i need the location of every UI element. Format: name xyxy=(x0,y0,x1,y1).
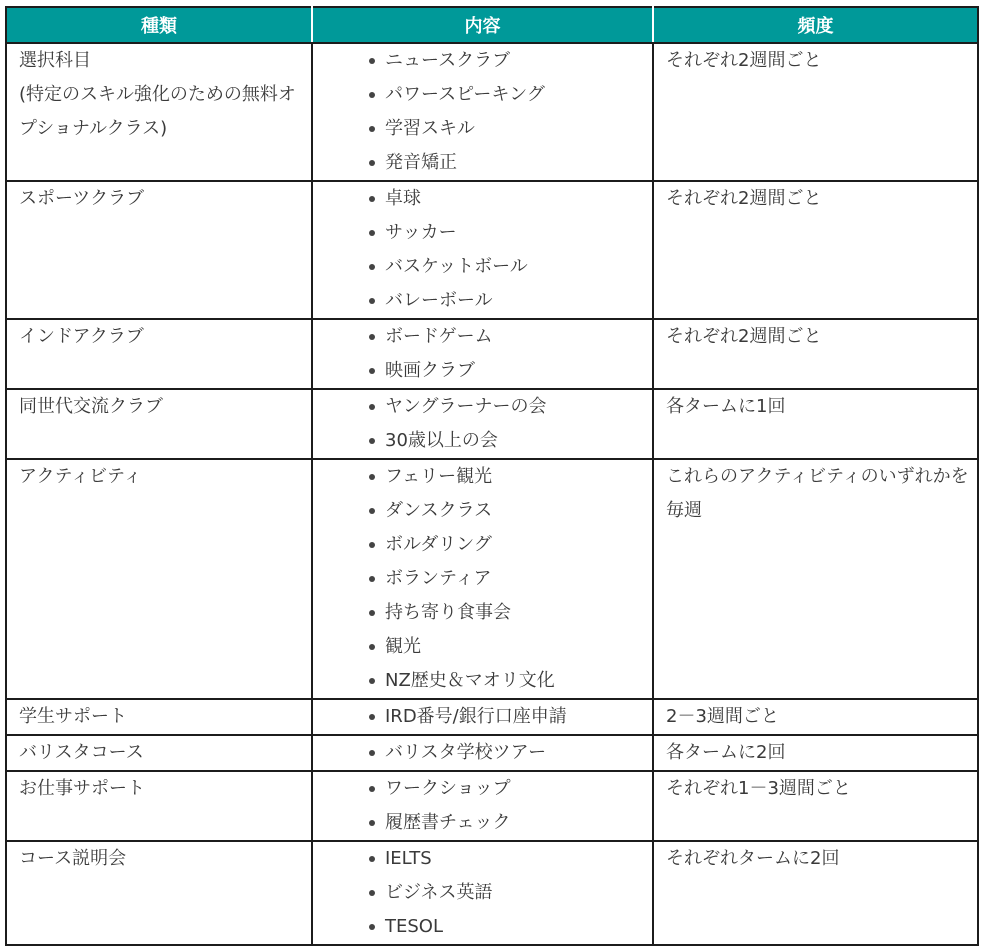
category-label: アクティビティ xyxy=(19,466,142,487)
content-list xyxy=(313,772,652,840)
list-item: フェリー観光 xyxy=(369,460,652,494)
category-label: お仕事サポート xyxy=(19,778,145,799)
list-item: 卓球 xyxy=(369,182,652,216)
list-item: NZ歴史＆マオリ文化 xyxy=(369,664,652,698)
content-cell xyxy=(312,699,653,735)
frequency-cell xyxy=(653,699,978,735)
list-item: ワークショップ xyxy=(369,772,652,806)
list-item: 映画クラブ xyxy=(369,354,652,388)
table-row xyxy=(6,771,978,841)
list-item: ボルダリング xyxy=(369,528,652,562)
table-row xyxy=(6,699,978,735)
frequency-label: 2－3週間ごと xyxy=(666,706,779,727)
frequency-label: それぞれ2週間ごと xyxy=(666,188,822,209)
table-row xyxy=(6,389,978,459)
content-cell xyxy=(312,389,653,459)
list-item: パワースピーキング xyxy=(369,78,652,112)
frequency-cell xyxy=(653,841,978,945)
category-cell xyxy=(6,319,312,389)
category-label: スポーツクラブ xyxy=(19,188,145,209)
list-item: ダンスクラス xyxy=(369,494,652,528)
content-list xyxy=(313,700,652,734)
content-cell xyxy=(312,459,653,699)
list-item: ヤングラーナーの会 xyxy=(369,390,652,424)
frequency-cell xyxy=(653,181,978,319)
frequency-label: これらのアクティビティのいずれかを毎週 xyxy=(666,466,969,521)
list-item: 履歴書チェック xyxy=(369,806,652,840)
activity-schedule-table xyxy=(5,6,979,946)
category-cell xyxy=(6,735,312,771)
frequency-label: 各タームに2回 xyxy=(666,742,786,763)
content-list xyxy=(313,736,652,770)
list-item: バスケットボール xyxy=(369,250,652,284)
frequency-cell xyxy=(653,735,978,771)
table-row xyxy=(6,735,978,771)
content-list xyxy=(313,182,652,318)
content-list xyxy=(313,44,652,180)
content-list xyxy=(313,390,652,458)
list-item: 観光 xyxy=(369,630,652,664)
table-body xyxy=(6,43,978,945)
list-item: サッカー xyxy=(369,216,652,250)
category-cell xyxy=(6,389,312,459)
list-item: バレーボール xyxy=(369,284,652,318)
frequency-cell xyxy=(653,771,978,841)
table-row xyxy=(6,459,978,699)
category-cell xyxy=(6,841,312,945)
list-item: ボードゲーム xyxy=(369,320,652,354)
frequency-cell xyxy=(653,389,978,459)
list-item: バリスタ学校ツアー xyxy=(369,736,652,770)
frequency-label: それぞれタームに2回 xyxy=(666,848,840,869)
header-content: 内容 xyxy=(312,7,653,43)
category-label: 学生サポート xyxy=(19,706,127,727)
content-cell xyxy=(312,43,653,181)
frequency-cell xyxy=(653,459,978,699)
header-type: 種類 xyxy=(6,7,312,43)
frequency-label: それぞれ1－3週間ごと xyxy=(666,778,851,799)
content-cell xyxy=(312,771,653,841)
content-cell xyxy=(312,319,653,389)
content-cell xyxy=(312,841,653,945)
content-list xyxy=(313,842,652,944)
list-item: ニュースクラブ xyxy=(369,44,652,78)
category-label: コース説明会 xyxy=(19,848,127,869)
table-row xyxy=(6,43,978,181)
list-item: IRD番号/銀行口座申請 xyxy=(369,700,652,734)
frequency-cell xyxy=(653,43,978,181)
frequency-label: それぞれ2週間ごと xyxy=(666,50,822,71)
list-item: 学習スキル xyxy=(369,112,652,146)
frequency-cell xyxy=(653,319,978,389)
frequency-label: 各タームに1回 xyxy=(666,396,786,417)
schedule-table-container xyxy=(5,6,979,946)
table-header xyxy=(6,7,978,43)
list-item: ビジネス英語 xyxy=(369,876,652,910)
category-label: 選択科目 (特定のスキル強化のための無料オプショナルクラス) xyxy=(19,50,296,139)
category-cell xyxy=(6,181,312,319)
category-cell xyxy=(6,771,312,841)
category-label: インドアクラブ xyxy=(19,326,144,347)
category-label: バリスタコース xyxy=(19,742,144,763)
category-cell xyxy=(6,699,312,735)
list-item: 30歳以上の会 xyxy=(369,424,652,458)
list-item: 発音矯正 xyxy=(369,146,652,180)
category-cell xyxy=(6,459,312,699)
table-row xyxy=(6,319,978,389)
content-cell xyxy=(312,735,653,771)
frequency-label: それぞれ2週間ごと xyxy=(666,326,822,347)
content-list xyxy=(313,320,652,388)
list-item: IELTS xyxy=(369,842,652,876)
header-frequency: 頻度 xyxy=(653,7,978,43)
list-item: 持ち寄り食事会 xyxy=(369,596,652,630)
category-cell xyxy=(6,43,312,181)
content-list xyxy=(313,460,652,698)
list-item: ボランティア xyxy=(369,562,652,596)
content-cell xyxy=(312,181,653,319)
table-row xyxy=(6,181,978,319)
category-label: 同世代交流クラブ xyxy=(19,396,163,417)
list-item: TESOL xyxy=(369,910,652,944)
header-row xyxy=(6,7,978,43)
table-row xyxy=(6,841,978,945)
